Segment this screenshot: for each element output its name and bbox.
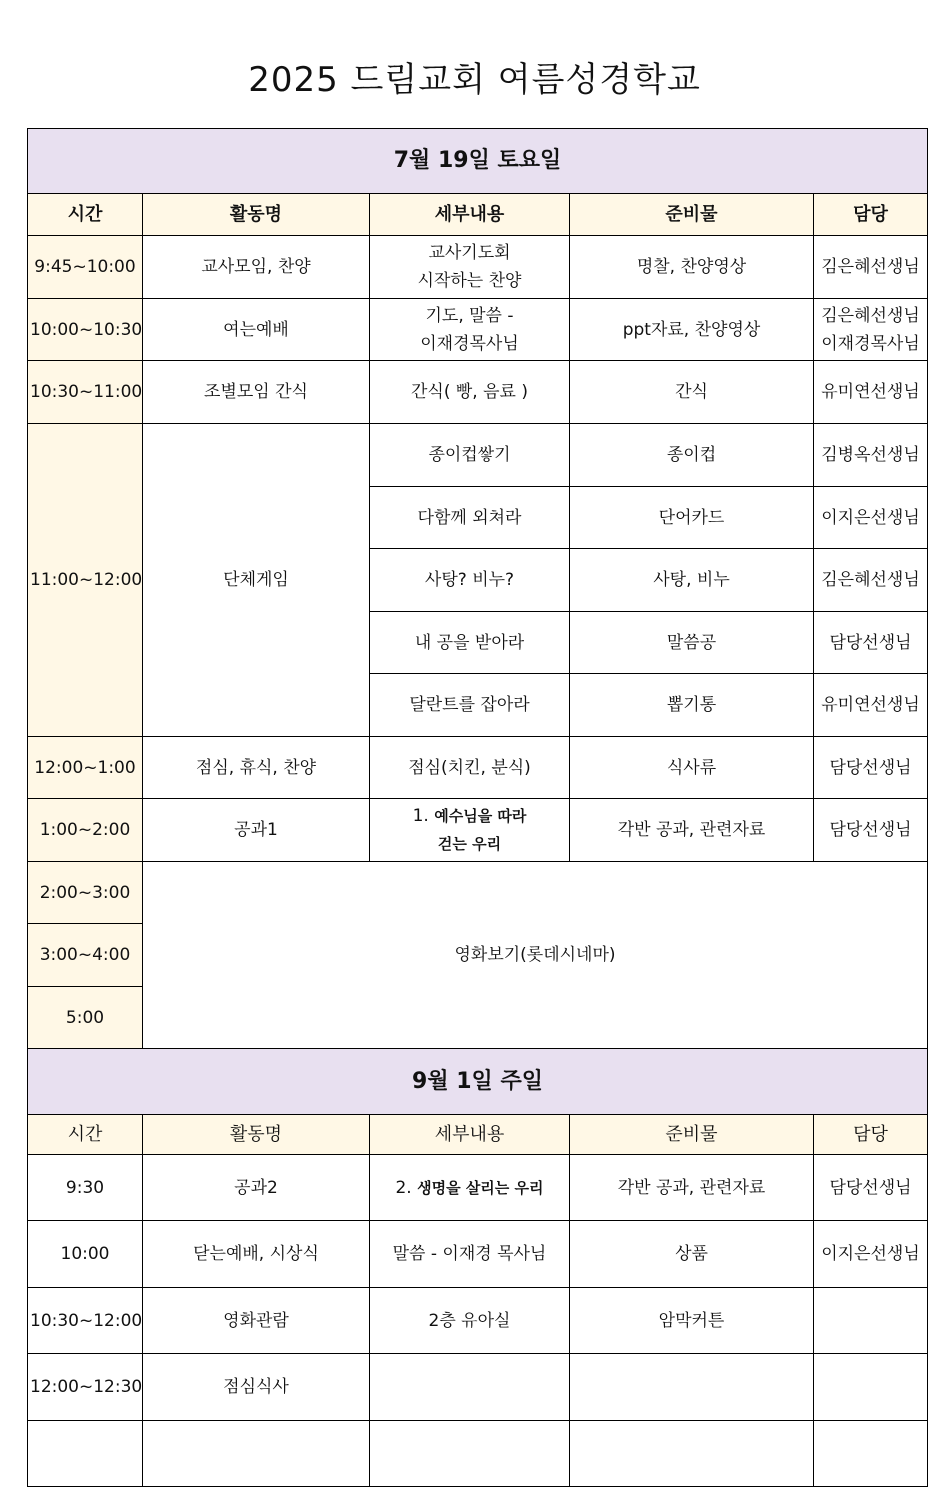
header-supplies: 준비물: [570, 1115, 814, 1155]
supplies-cell: 상품: [570, 1221, 814, 1288]
activity-cell: 닫는예배, 시상식: [143, 1221, 370, 1288]
detail-cell: 다함께 외쳐라: [370, 487, 570, 549]
detail-cell: 말씀 - 이재경 목사님: [370, 1221, 570, 1288]
detail-cell: [370, 1354, 570, 1421]
supplies-cell: [570, 1354, 814, 1421]
supplies-cell: 사탕, 비누: [570, 549, 814, 612]
time-cell: 10:00~10:30: [28, 299, 143, 361]
table-row: [28, 361, 928, 424]
supplies-cell: 각반 공과, 관련자료: [570, 799, 814, 862]
table-row: [28, 299, 928, 361]
staff-cell: [814, 1354, 928, 1421]
header-activity: 활동명: [143, 194, 370, 236]
detail-cell: 내 공을 받아라: [370, 612, 570, 674]
day1-header-row: [28, 129, 928, 194]
detail-cell: 2층 유아실: [370, 1288, 570, 1354]
detail-cell: 점심(치킨, 분식): [370, 737, 570, 799]
activity-cell: 조별모임 간식: [143, 361, 370, 424]
header-time: 시간: [28, 1115, 143, 1155]
time-cell: 3:00~4:00: [28, 924, 143, 987]
header-staff: 담당: [814, 1115, 928, 1155]
time-cell: 1:00~2:00: [28, 799, 143, 862]
activity-cell: 영화관람: [143, 1288, 370, 1354]
activity-cell: 단체게임: [143, 424, 370, 737]
header-detail: 세부내용: [370, 1115, 570, 1155]
header-supplies: 준비물: [570, 194, 814, 236]
staff-cell: [814, 1288, 928, 1354]
time-cell: 5:00: [28, 987, 143, 1049]
detail-cell: 기도, 말씀 - 이재경목사님: [370, 299, 570, 361]
staff-cell: 유미연선생님: [814, 361, 928, 424]
detail-cell: 사탕? 비누?: [370, 549, 570, 612]
table-row: [28, 1288, 928, 1354]
staff-cell: 김병옥선생님: [814, 424, 928, 487]
supplies-cell: 각반 공과, 관련자료: [570, 1155, 814, 1221]
supplies-cell: 종이컵: [570, 424, 814, 487]
time-cell: 9:45~10:00: [28, 236, 143, 299]
time-cell: 11:00~12:00: [28, 424, 143, 737]
day2-column-headers: [28, 1115, 928, 1155]
activity-cell: 점심식사: [143, 1354, 370, 1421]
empty-cell: [814, 1421, 928, 1487]
supplies-cell: 말씀공: [570, 612, 814, 674]
header-time: 시간: [28, 194, 143, 236]
detail-cell: 2. 생명을 살리는 우리: [370, 1155, 570, 1221]
header-detail: 세부내용: [370, 194, 570, 236]
staff-cell: 김은혜선생님 이재경목사님: [814, 299, 928, 361]
table-row: [28, 1421, 928, 1487]
staff-cell: 이지은선생님: [814, 487, 928, 549]
staff-cell: 김은혜선생님: [814, 236, 928, 299]
time-cell: 12:00~1:00: [28, 737, 143, 799]
supplies-cell: 간식: [570, 361, 814, 424]
detail-cell: 달란트를 잡아라: [370, 674, 570, 737]
detail-cell: 교사기도회 시작하는 찬양: [370, 236, 570, 299]
table-row: [28, 737, 928, 799]
activity-cell: 여는예배: [143, 299, 370, 361]
page-title: 2025 드림교회 여름성경학교: [248, 60, 701, 100]
day1-label: 7월 19일 토요일: [28, 129, 928, 194]
activity-cell: 점심, 휴식, 찬양: [143, 737, 370, 799]
supplies-cell: 단어카드: [570, 487, 814, 549]
time-cell: 10:30~11:00: [28, 361, 143, 424]
time-cell: 10:30~12:00: [28, 1288, 143, 1354]
table-row: [28, 236, 928, 299]
table-row: [28, 1221, 928, 1288]
table-row: [28, 424, 928, 487]
time-cell: 10:00: [28, 1221, 143, 1288]
table-row: [28, 1354, 928, 1421]
staff-cell: 유미연선생님: [814, 674, 928, 737]
staff-cell: 담당선생님: [814, 1155, 928, 1221]
staff-cell: 담당선생님: [814, 737, 928, 799]
activity-cell: 교사모임, 찬양: [143, 236, 370, 299]
header-staff: 담당: [814, 194, 928, 236]
table-row: [28, 1155, 928, 1221]
movie-cell: 영화보기(롯데시네마): [143, 862, 928, 1049]
staff-cell: 이지은선생님: [814, 1221, 928, 1288]
supplies-cell: 명찰, 찬양영상: [570, 236, 814, 299]
day2-header-row: [28, 1049, 928, 1115]
empty-cell: [28, 1421, 143, 1487]
table-row: [28, 799, 928, 862]
empty-cell: [570, 1421, 814, 1487]
supplies-cell: ppt자료, 찬양영상: [570, 299, 814, 361]
schedule-table: [27, 128, 928, 1487]
table-row: [28, 862, 928, 924]
supplies-cell: 뽑기통: [570, 674, 814, 737]
detail-cell: 종이컵쌓기: [370, 424, 570, 487]
supplies-cell: 암막커튼: [570, 1288, 814, 1354]
header-activity: 활동명: [143, 1115, 370, 1155]
staff-cell: 담당선생님: [814, 612, 928, 674]
staff-cell: 김은혜선생님: [814, 549, 928, 612]
supplies-cell: 식사류: [570, 737, 814, 799]
time-cell: 9:30: [28, 1155, 143, 1221]
day1-column-headers: [28, 194, 928, 236]
activity-cell: 공과1: [143, 799, 370, 862]
empty-cell: [370, 1421, 570, 1487]
day2-label: 9월 1일 주일: [28, 1049, 928, 1115]
empty-cell: [143, 1421, 370, 1487]
detail-cell: 1. 예수님을 따라 걷는 우리: [370, 799, 570, 862]
activity-cell: 공과2: [143, 1155, 370, 1221]
staff-cell: 담당선생님: [814, 799, 928, 862]
time-cell: 2:00~3:00: [28, 862, 143, 924]
detail-cell: 간식( 빵, 음료 ): [370, 361, 570, 424]
time-cell: 12:00~12:30: [28, 1354, 143, 1421]
